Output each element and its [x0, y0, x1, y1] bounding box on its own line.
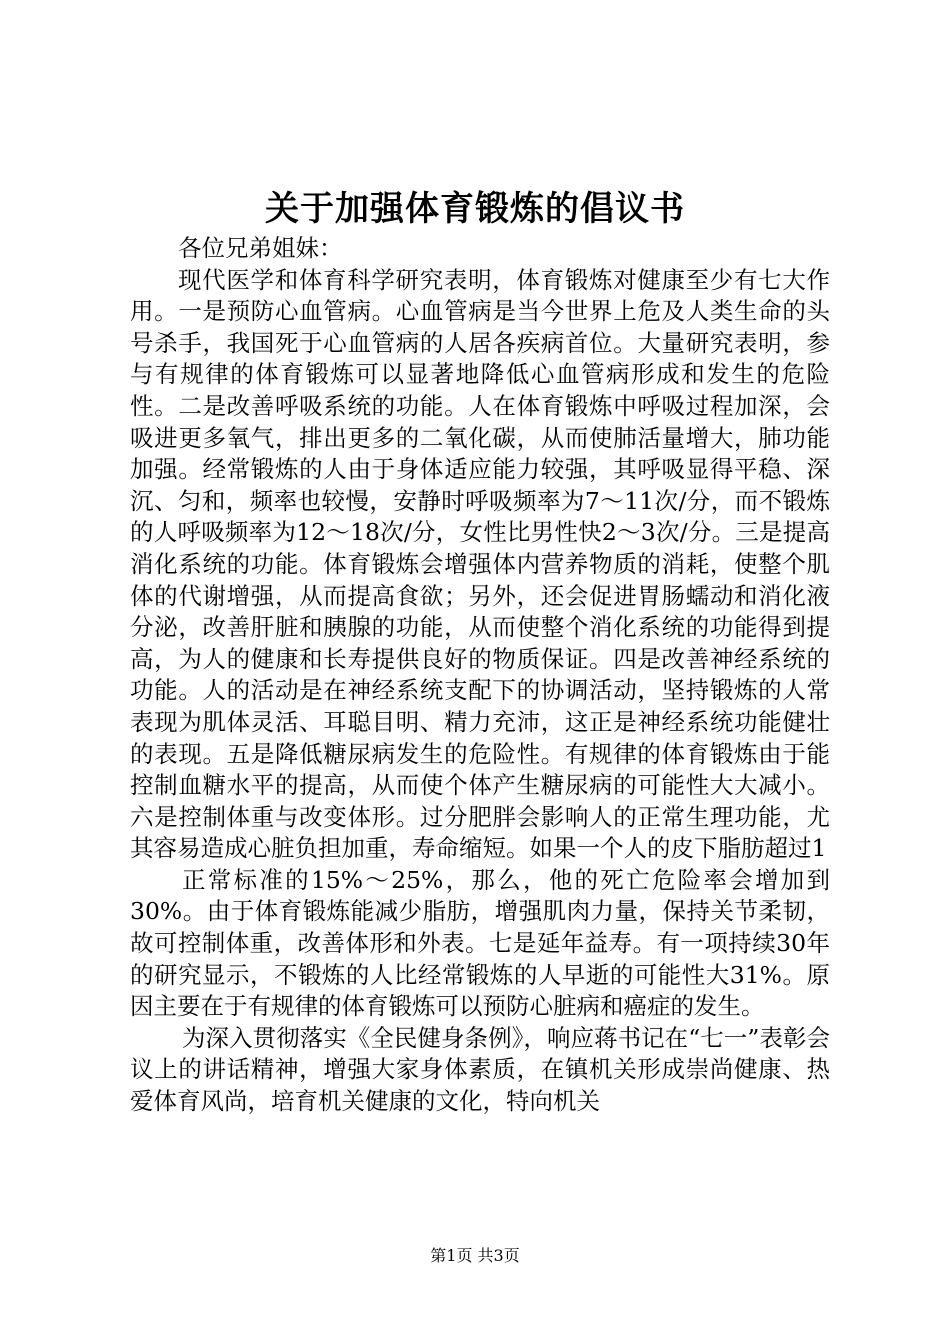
page-footer: 第1页 共3页 — [430, 1246, 520, 1265]
paragraph-initiative: 为深入贯彻落实《全民健身条例》，响应蒋书记在“七一”表彰会议上的讲话精神，增强大家身体素质，在镇机关形成崇尚健康、热爱体育风尚，培育机关健康的文化，特向机关 — [130, 1023, 830, 1116]
salutation: 各位兄弟姐妹： — [178, 234, 343, 262]
paragraph-weight-longevity: 正常标准的15%～25%，那么，他的死亡危险率会增加到30%。由于体育锻炼能减少脂肪，增强肌肉力量，保持关节柔韧，故可控制体重，改善体形和外表。七是延年益寿。有一项持续30年的研究显示，不锻炼的人比经常锻炼的人早逝的可能性大31%。原因主要在于有规律的体育锻炼可以预防心脏病和癌症的发生。 — [130, 865, 830, 1021]
document-body — [130, 233, 830, 1118]
paragraph-health-benefits: 现代医学和体育科学研究表明，体育锻炼对健康至少有七大作用。一是预防心血管病。心血管病是当今世界上危及人类生命的头号杀手，我国死于心血管病的人居各疾病首位。大量研究表明，参与有规律的体育锻炼可以显著地降低心血管病形成和发生的危险性。二是改善呼吸系统的功能。人在体育锻炼中呼吸过程加深，会吸进更多氧气，排出更多的二氧化碳，从而使肺活量增大，肺功能加强。经常锻炼的人由于身体适应能力较强，其呼吸显得平稳、深沉、匀和，频率也较慢，安静时呼吸频率为7～11次/分，而不锻炼的人呼吸频率为12～18次/分，女性比男性快2～3次/分。三是提高消化系统的功能。体育锻炼会增强体内营养物质的消耗，使整个肌体的代谢增强，从而提高食欲；另外，还会促进胃肠蠕动和消化液分泌，改善肝脏和胰腺的功能，从而使整个消化系统的功能得到提高，为人的健康和长寿提供良好的物质保证。四是改善神经系统的功能。人的活动是在神经系统支配下的协调活动，坚持锻炼的人常表现为肌体灵活、耳聪目明、精力充沛，这正是神经系统功能健壮的表现。五是降低糖尿病发生的危险性。有规律的体育锻炼由于能控制血糖水平的提高，从而使个体产生糖尿病的可能性大大减小。六是控制体重与改变体形。过分肥胖会影响人的正常生理功能，尤其容易造成心脏负担加重，寿命缩短。如果一个人的皮下脂肪超过1 — [130, 265, 830, 863]
document-title: 关于加强体育锻炼的倡议书 — [265, 189, 685, 229]
